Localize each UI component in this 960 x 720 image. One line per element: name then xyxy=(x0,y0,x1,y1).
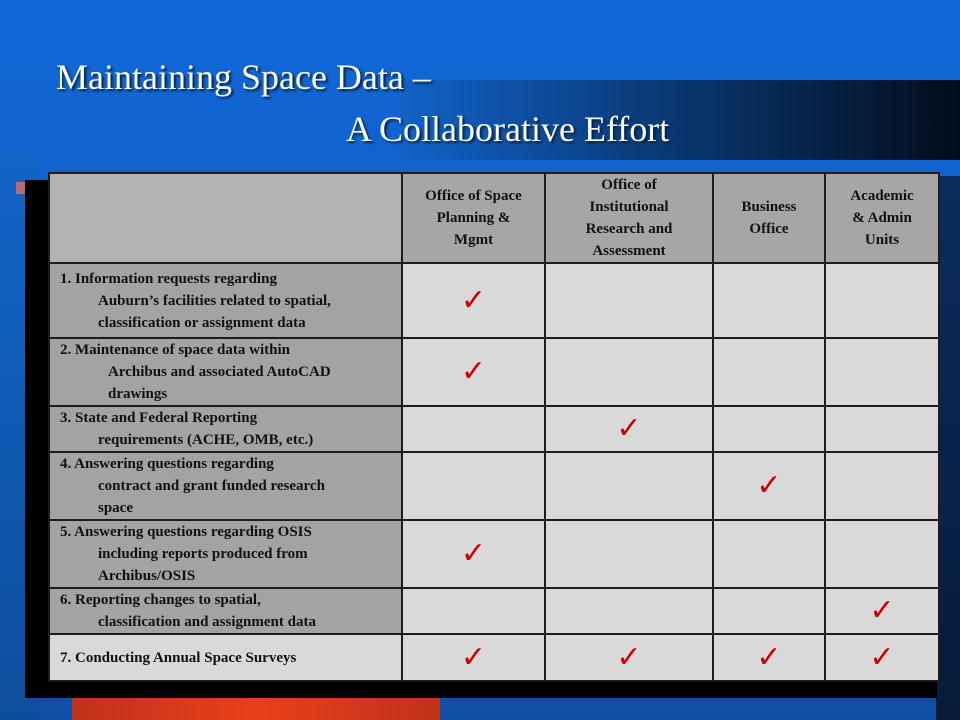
task-text: classification and assignment data xyxy=(98,614,316,630)
checkmark-icon: ✓ xyxy=(616,411,642,446)
task-text: Archibus and associated AutoCAD xyxy=(108,364,331,380)
background-orange-bar xyxy=(72,696,440,720)
mark-cell xyxy=(713,634,825,681)
mark-cell xyxy=(545,452,713,520)
responsibility-matrix xyxy=(48,172,940,682)
mark-cell xyxy=(825,452,939,520)
task-text: 3. State and Federal Reporting xyxy=(60,410,258,426)
column-header-line: Units xyxy=(864,232,900,248)
checkmark-icon: ✓ xyxy=(869,593,895,628)
column-header-line: Office xyxy=(749,221,789,237)
mark-cell xyxy=(402,452,545,520)
table-row xyxy=(49,338,939,406)
table-row xyxy=(49,452,939,520)
task-text: space xyxy=(98,500,133,516)
column-header-line: Research and xyxy=(585,221,673,237)
checkmark-icon: ✓ xyxy=(460,536,487,571)
table-row xyxy=(49,634,939,681)
slide-title-line-1: Maintaining Space Data – xyxy=(56,57,431,97)
checkmark-icon: ✓ xyxy=(616,639,642,675)
table-row xyxy=(49,588,939,634)
task-text: including reports produced from xyxy=(98,546,308,562)
checkmark-icon: ✓ xyxy=(460,354,487,389)
mark-cell xyxy=(402,263,545,338)
mark-cell xyxy=(545,520,713,588)
mark-cell xyxy=(713,263,825,338)
mark-cell xyxy=(713,406,825,452)
task-text: contract and grant funded research xyxy=(98,478,325,494)
column-header-line: Assessment xyxy=(592,243,666,259)
mark-cell xyxy=(825,263,939,338)
column-header-line: Business xyxy=(741,199,797,215)
mark-cell xyxy=(402,588,545,634)
table-row xyxy=(49,263,939,338)
mark-cell xyxy=(402,406,545,452)
task-cell xyxy=(49,338,402,406)
task-text: drawings xyxy=(108,386,168,402)
mark-cell xyxy=(545,263,713,338)
column-header-institutional-research xyxy=(545,173,713,263)
task-cell xyxy=(49,263,402,338)
task-text: Auburn’s facilities related to spatial, xyxy=(98,292,331,309)
mark-cell xyxy=(402,634,545,681)
task-text: 4. Answering questions regarding xyxy=(60,456,274,472)
task-cell xyxy=(49,406,402,452)
mark-cell xyxy=(825,338,939,406)
mark-cell xyxy=(402,338,545,406)
task-text: classification or assignment data xyxy=(98,314,306,331)
task-cell xyxy=(49,452,402,520)
column-header-space-planning xyxy=(402,173,545,263)
column-header-line: Academic xyxy=(850,188,914,204)
column-header-line: & Admin xyxy=(852,210,912,226)
task-text: 5. Answering questions regarding OSIS xyxy=(60,524,312,540)
mark-cell xyxy=(713,338,825,406)
checkmark-icon: ✓ xyxy=(756,639,782,675)
mark-cell xyxy=(825,588,939,634)
mark-cell xyxy=(545,634,713,681)
task-cell xyxy=(49,520,402,588)
checkmark-icon: ✓ xyxy=(869,639,895,675)
task-cell xyxy=(49,634,402,681)
mark-cell xyxy=(825,520,939,588)
column-header-line: Institutional xyxy=(589,199,669,215)
table-row xyxy=(49,520,939,588)
mark-cell xyxy=(545,338,713,406)
checkmark-icon: ✓ xyxy=(460,639,487,675)
header-corner-cell xyxy=(49,173,402,263)
column-header-line: Mgmt xyxy=(453,232,494,248)
task-text: requirements (ACHE, OMB, etc.) xyxy=(98,432,314,448)
mark-cell xyxy=(402,520,545,588)
column-header-academic-admin-units xyxy=(825,173,939,263)
checkmark-icon: ✓ xyxy=(460,282,487,318)
mark-cell xyxy=(545,406,713,452)
header-row xyxy=(49,173,939,263)
table-row xyxy=(49,406,939,452)
column-header-line: Planning & xyxy=(436,210,511,226)
task-text: 6. Reporting changes to spatial, xyxy=(60,592,261,608)
checkmark-icon: ✓ xyxy=(756,468,782,503)
mark-cell xyxy=(545,588,713,634)
mark-cell xyxy=(825,406,939,452)
task-text: 7. Conducting Annual Space Surveys xyxy=(60,649,297,666)
column-header-line: Office of Space xyxy=(425,188,522,204)
task-text: 2. Maintenance of space data within xyxy=(60,342,290,358)
task-text: 1. Information requests regarding xyxy=(60,270,277,287)
mark-cell xyxy=(825,634,939,681)
mark-cell xyxy=(713,520,825,588)
task-cell xyxy=(49,588,402,634)
mark-cell xyxy=(713,588,825,634)
task-text: Archibus/OSIS xyxy=(98,568,196,584)
column-header-business-office xyxy=(713,173,825,263)
slide-title-line-2: A Collaborative Effort xyxy=(346,109,670,149)
mark-cell xyxy=(713,452,825,520)
column-header-line: Office of xyxy=(601,177,657,193)
